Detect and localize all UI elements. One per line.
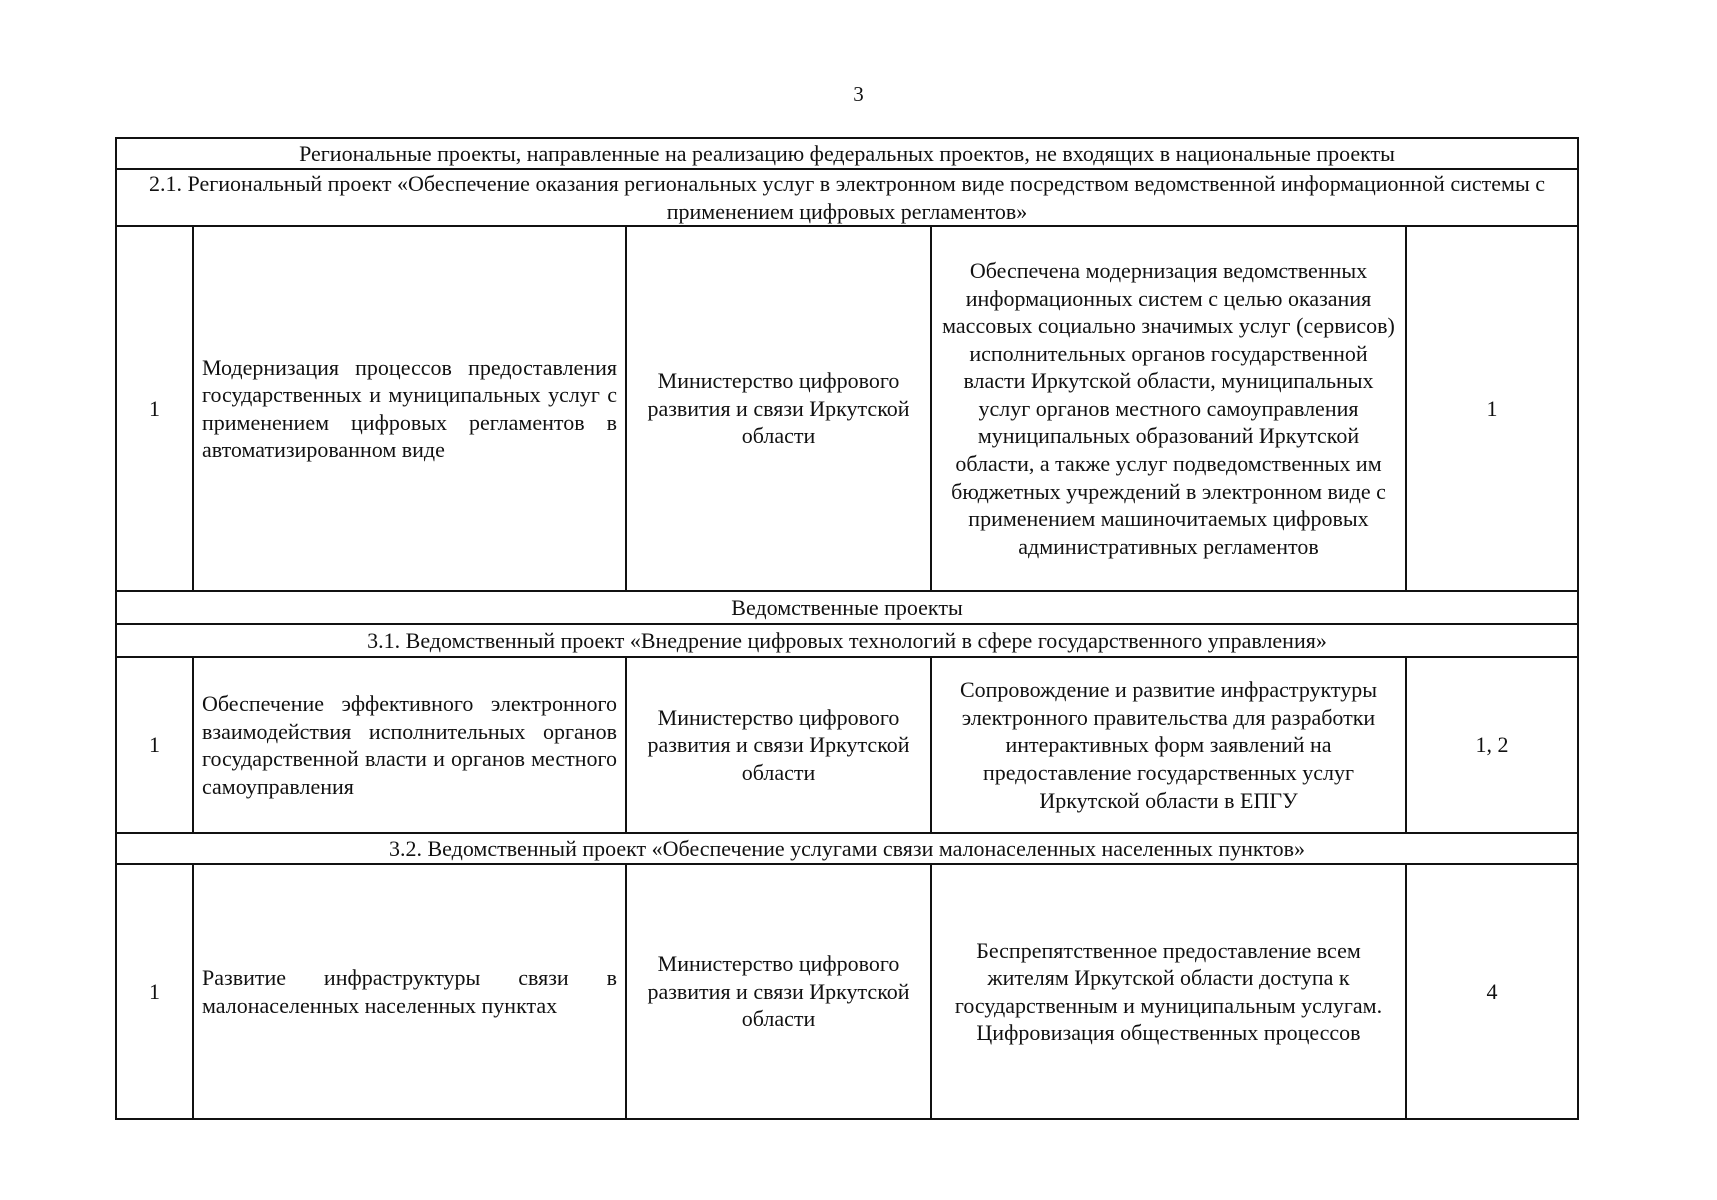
table-row [116,657,1578,833]
task-name: Развитие инфраструктуры связи в малонаселенных населенных пунктах [193,864,626,1119]
section-heading-row [116,833,1578,864]
projects-table [115,137,1579,1120]
row-number: 1 [116,864,193,1119]
row-number: 1 [116,226,193,591]
task-result: Обеспечена модернизация ведомственных информационных систем с целью оказания массовых социально значимых услуг (сервисов) исполнительных органов государственной власти Иркутской области, муниципальных услуг органов местного самоуправления муниципальных образований Иркутской области, а также услуг подведомственных им бюджетных учреждений в электронном виде с применением машиночитаемых цифровых административных регламентов [931,226,1406,591]
indicator-ref: 1, 2 [1406,657,1578,833]
section-heading: 3.2. Ведомственный проект «Обеспечение услугами связи малонаселенных населенных пунктов» [116,833,1578,864]
indicator-ref: 1 [1406,226,1578,591]
task-result: Беспрепятственное предоставление всем жителям Иркутской области доступа к государственным и муниципальным услугам. Цифровизация общественных процессов [931,864,1406,1119]
section-heading-row [116,169,1578,226]
page-number: 3 [853,82,864,106]
task-name: Обеспечение эффективного электронного взаимодействия исполнительных органов государственной власти и органов местного самоуправления [193,657,626,833]
responsible-org: Министерство цифрового развития и связи Иркутской области [626,657,931,833]
section-heading: Ведомственные проекты [116,591,1578,624]
responsible-org: Министерство цифрового развития и связи Иркутской области [626,226,931,591]
section-heading: 3.1. Ведомственный проект «Внедрение цифровых технологий в сфере государственного управления» [116,624,1578,657]
task-result: Сопровождение и развитие инфраструктуры электронного правительства для разработки интерактивных форм заявлений на предоставление государственных услуг Иркутской области в ЕПГУ [931,657,1406,833]
section-heading: 2.1. Региональный проект «Обеспечение оказания региональных услуг в электронном виде посредством ведомственной информационной системы с применением цифровых регламентов» [116,169,1578,226]
indicator-ref: 4 [1406,864,1578,1119]
section-heading-row [116,591,1578,624]
section-heading-row [116,624,1578,657]
table-row [116,864,1578,1119]
section-heading: Региональные проекты, направленные на реализацию федеральных проектов, не входящих в национальные проекты [116,138,1578,169]
section-heading-row [116,138,1578,169]
row-number: 1 [116,657,193,833]
responsible-org: Министерство цифрового развития и связи Иркутской области [626,864,931,1119]
task-name: Модернизация процессов предоставления государственных и муниципальных услуг с применением цифровых регламентов в автоматизированном виде [193,226,626,591]
table-row [116,226,1578,591]
